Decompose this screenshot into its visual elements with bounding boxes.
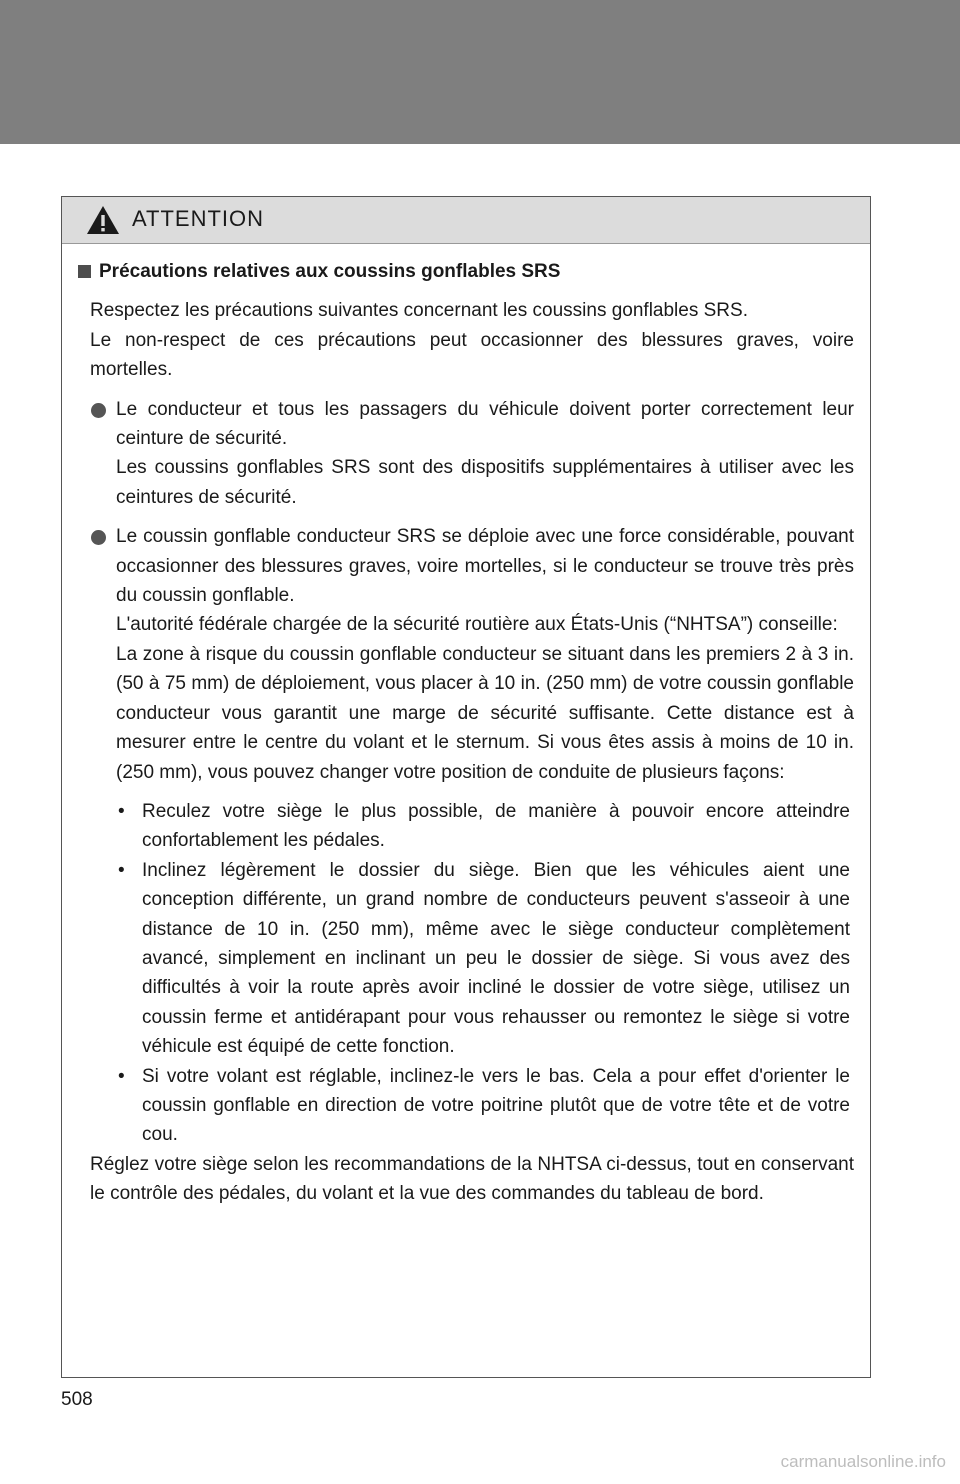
sub-list-item xyxy=(116,856,854,1062)
bullet-2-line-1: Le coussin gonflable conducteur SRS se déploie avec une force considérable, pouvant occasionner des blessures graves, voire mortelles, si le conducteur se trouve très près du coussin gonflable. xyxy=(116,526,854,607)
warning-header xyxy=(62,197,870,244)
sub-list-item xyxy=(116,1062,854,1150)
warning-triangle-icon xyxy=(86,205,120,235)
intro-paragraph-2: Le non-respect de ces précautions peut occasionner des blessures graves, voire mortelles. xyxy=(90,329,854,381)
warning-content xyxy=(62,244,870,1209)
sub-item-text: Inclinez légèrement le dossier du siège. Bien que les véhicules aient une conception différente, un grand nombre de conducteurs peuvent s'asseoir à une distance de 10 in. (250 mm), même avec le siège conducteur complètement avancé, simplement en inclinant un peu le dossier de siège. Si vous avez des difficultés à voir la route après avoir incliné le dossier de votre siège, utilisez un coussin ferme et antidérapant pour vous rehausser ou remontez le siège si votre véhicule est équipé de cette fonction. xyxy=(142,859,850,1058)
dot-marker-icon: • xyxy=(118,1065,125,1087)
bullet-item-1 xyxy=(78,395,854,513)
circle-bullet-icon xyxy=(91,530,106,545)
bullet-1-line-2: Les coussins gonflables SRS sont des dispositifs supplémentaires à utiliser avec les ceintures de sécurité. xyxy=(116,457,854,508)
warning-title: ATTENTION xyxy=(132,206,265,231)
bullet-2-paragraph: La zone à risque du coussin gonflable conducteur se situant dans les premiers 2 à 3 in. (50 à 75 mm) de déploiement, vous placer à 10 in. (250 mm) de votre coussin gonflable conducteur vous garantit une marge de sécurité suffisante. Cette distance est à mesurer entre le centre du volant et le sternum. Si vous êtes assis à moins de 10 in. (250 mm), vous pouvez changer votre position de conduite de plusieurs façons: xyxy=(116,643,854,783)
dot-marker-icon: • xyxy=(118,859,125,881)
section-heading xyxy=(78,257,854,286)
intro xyxy=(78,296,854,384)
top-band xyxy=(0,0,960,144)
sub-list-item xyxy=(116,797,854,856)
section-title: Précautions relatives aux coussins gonflables SRS xyxy=(99,261,561,282)
dot-marker-icon: • xyxy=(118,800,125,822)
sub-item-text: Si votre volant est réglable, inclinez-le vers le bas. Cela a pour effet d'orienter le coussin gonflable en direction de votre poitrine plutôt que de votre tête et de votre cou. xyxy=(142,1065,850,1146)
bullet-1-line-1: Le conducteur et tous les passagers du véhicule doivent porter correctement leur ceinture de sécurité. xyxy=(116,398,854,450)
page-number: 508 xyxy=(61,1389,93,1410)
bullet-item-2 xyxy=(78,522,854,787)
watermark: carmanualsonline.info xyxy=(780,1452,946,1471)
sub-list xyxy=(78,797,854,1150)
circle-bullet-icon xyxy=(91,403,106,418)
bullet-2-line-2: L'autorité fédérale chargée de la sécurité routière aux États-Unis (“NHTSA”) conseille: xyxy=(116,614,838,636)
sub-item-text: Reculez votre siège le plus possible, de manière à pouvoir encore atteindre confortablement les pédales. xyxy=(142,800,850,852)
intro-paragraph-1: Respectez les précautions suivantes concernant les coussins gonflables SRS. xyxy=(90,300,748,322)
square-icon xyxy=(78,265,91,278)
warning-box xyxy=(61,196,871,1378)
closing-paragraph: Réglez votre siège selon les recommandations de la NHTSA ci-dessus, tout en conservant le contrôle des pédales, du volant et la vue des commandes du tableau de bord. xyxy=(90,1153,854,1205)
